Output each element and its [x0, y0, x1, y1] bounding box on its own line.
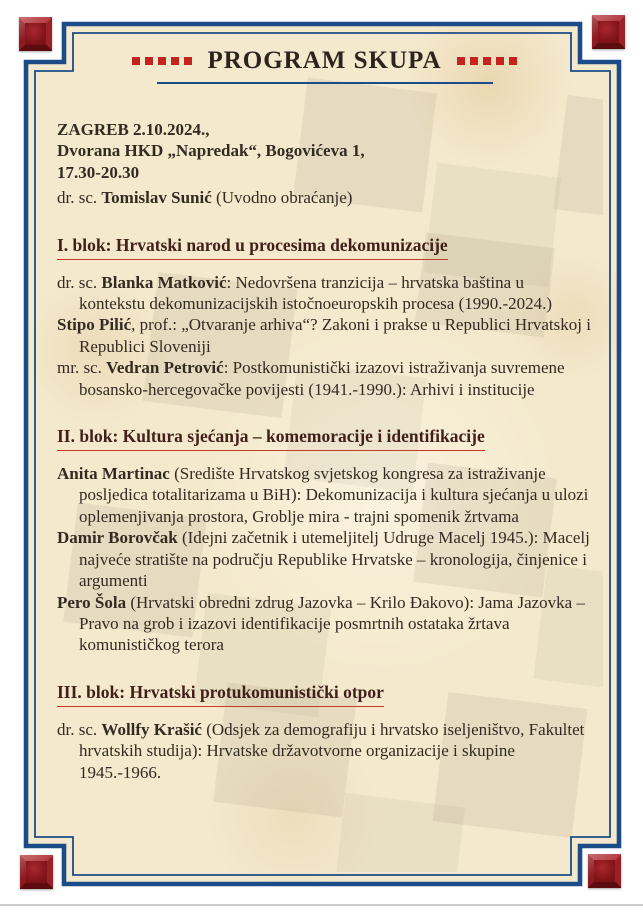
intro-rest: (Uvodno obraćanje): [211, 188, 353, 208]
talk-description: (Odsjek za demografiju i hrvatsko iseljeništvo, Fakultet hrvatskih studija): Hrvatske državotvorne organizacije i skupine 1945.-1966.: [79, 719, 585, 782]
corner-gem-icon: [592, 15, 625, 49]
red-square-icon: [496, 57, 504, 65]
program-item: [57, 463, 592, 527]
speaker-name: Pero Šola: [57, 592, 127, 612]
speaker-name: Tomislav Sunić: [101, 188, 212, 208]
section-items: [57, 272, 592, 400]
program-item: [57, 592, 592, 656]
speaker-name: Vedran Petrović: [106, 358, 224, 378]
page-edge-line: [0, 904, 643, 906]
talk-description: : Nedovršena tranzicija – hrvatska baština u kontekstu dekomunizacijskih istočnoeuropskih procesa (1990.-2024.): [79, 272, 553, 314]
speaker-name: Stipo Pilić: [57, 315, 132, 335]
speaker-name: Anita Martinac: [57, 464, 170, 484]
section-heading-text: I. blok: Hrvatski narod u procesima dekomunizacije: [57, 235, 448, 260]
program-content: [57, 0, 592, 783]
program-item: [57, 314, 592, 357]
red-square-icon: [457, 57, 465, 65]
red-square-icon: [483, 57, 491, 65]
event-header-line: ZAGREB 2.10.2024.,: [57, 120, 210, 139]
title-row: [57, 47, 592, 75]
title-underline: [157, 82, 493, 84]
red-square-icon: [470, 57, 478, 65]
program-item: [57, 272, 592, 315]
section-items: [57, 463, 592, 656]
program-item: [57, 719, 592, 783]
intro-prefix: dr. sc.: [57, 188, 102, 208]
speaker-name: Blanka Matković: [101, 272, 227, 292]
red-square-icon: [158, 57, 166, 65]
section-items: [57, 719, 592, 783]
section-heading-text: III. blok: Hrvatski protukomunistički otpor: [57, 682, 384, 707]
red-squares-ornament-left: [132, 57, 192, 65]
talk-description: , prof.: „Otvaranje arhiva“? Zakoni i prakse u Republici Hrvatskoj i Republici Sloveniji: [79, 315, 591, 356]
red-square-icon: [184, 57, 192, 65]
corner-gem-icon: [20, 855, 53, 889]
event-header-line: Dvorana HKD „Napredak“, Bogovićeva 1,: [57, 141, 365, 161]
red-squares-ornament-right: [457, 57, 517, 65]
event-header-line: 17.30-20.30: [57, 162, 140, 182]
intro-line: [57, 187, 592, 208]
event-header: [57, 119, 592, 183]
speaker-name: Damir Borovčak: [57, 528, 178, 548]
speaker-title-prefix: dr. sc.: [57, 272, 102, 292]
program-sections: [57, 235, 592, 783]
section-heading: [57, 235, 592, 260]
red-square-icon: [132, 57, 140, 65]
talk-description: (Središte Hrvatskog svjetskog kongresa za istraživanje posljedica totalitarizama u BiH): Dekomunizacija i kultura sjećanja u ulozi oplemenjivanja prostora, Groblje mira - trajni spomenik žrtvama: [79, 464, 589, 526]
page-title: PROGRAM SKUPA: [207, 47, 442, 74]
section-heading: [57, 426, 592, 451]
section-heading-text: II. blok: Kultura sjećanja – komemoracije i identifikacije: [57, 426, 485, 451]
program-item: [57, 357, 592, 400]
red-square-icon: [509, 57, 517, 65]
corner-gem-icon: [19, 17, 52, 51]
program-item: [57, 527, 592, 591]
section-heading: [57, 682, 592, 707]
speaker-name: Wollfy Krašić: [101, 719, 202, 739]
speaker-title-prefix: dr. sc.: [57, 719, 102, 739]
corner-gem-icon: [588, 854, 621, 888]
red-square-icon: [171, 57, 179, 65]
talk-description: : Postkomunistički izazovi istraživanja suvremene bosansko-hercegovačke povijesti (1941.-1990.): Arhivi i institucije: [79, 358, 565, 399]
talk-description: (Hrvatski obredni zdrug Jazovka – Krilo Đakovo): Jama Jazovka – Pravo na grob i izazovi identifikacije posmrtnih ostataka žrtava komunističkog terora: [79, 592, 585, 655]
speaker-title-prefix: mr. sc.: [57, 358, 107, 378]
talk-description: (Idejni začetnik i utemeljitelj Udruge Macelj 1945.): Macelj najveće stratište na području Republike Hrvatske – kronologija, činjenice i argumenti: [79, 528, 590, 591]
red-square-icon: [145, 57, 153, 65]
